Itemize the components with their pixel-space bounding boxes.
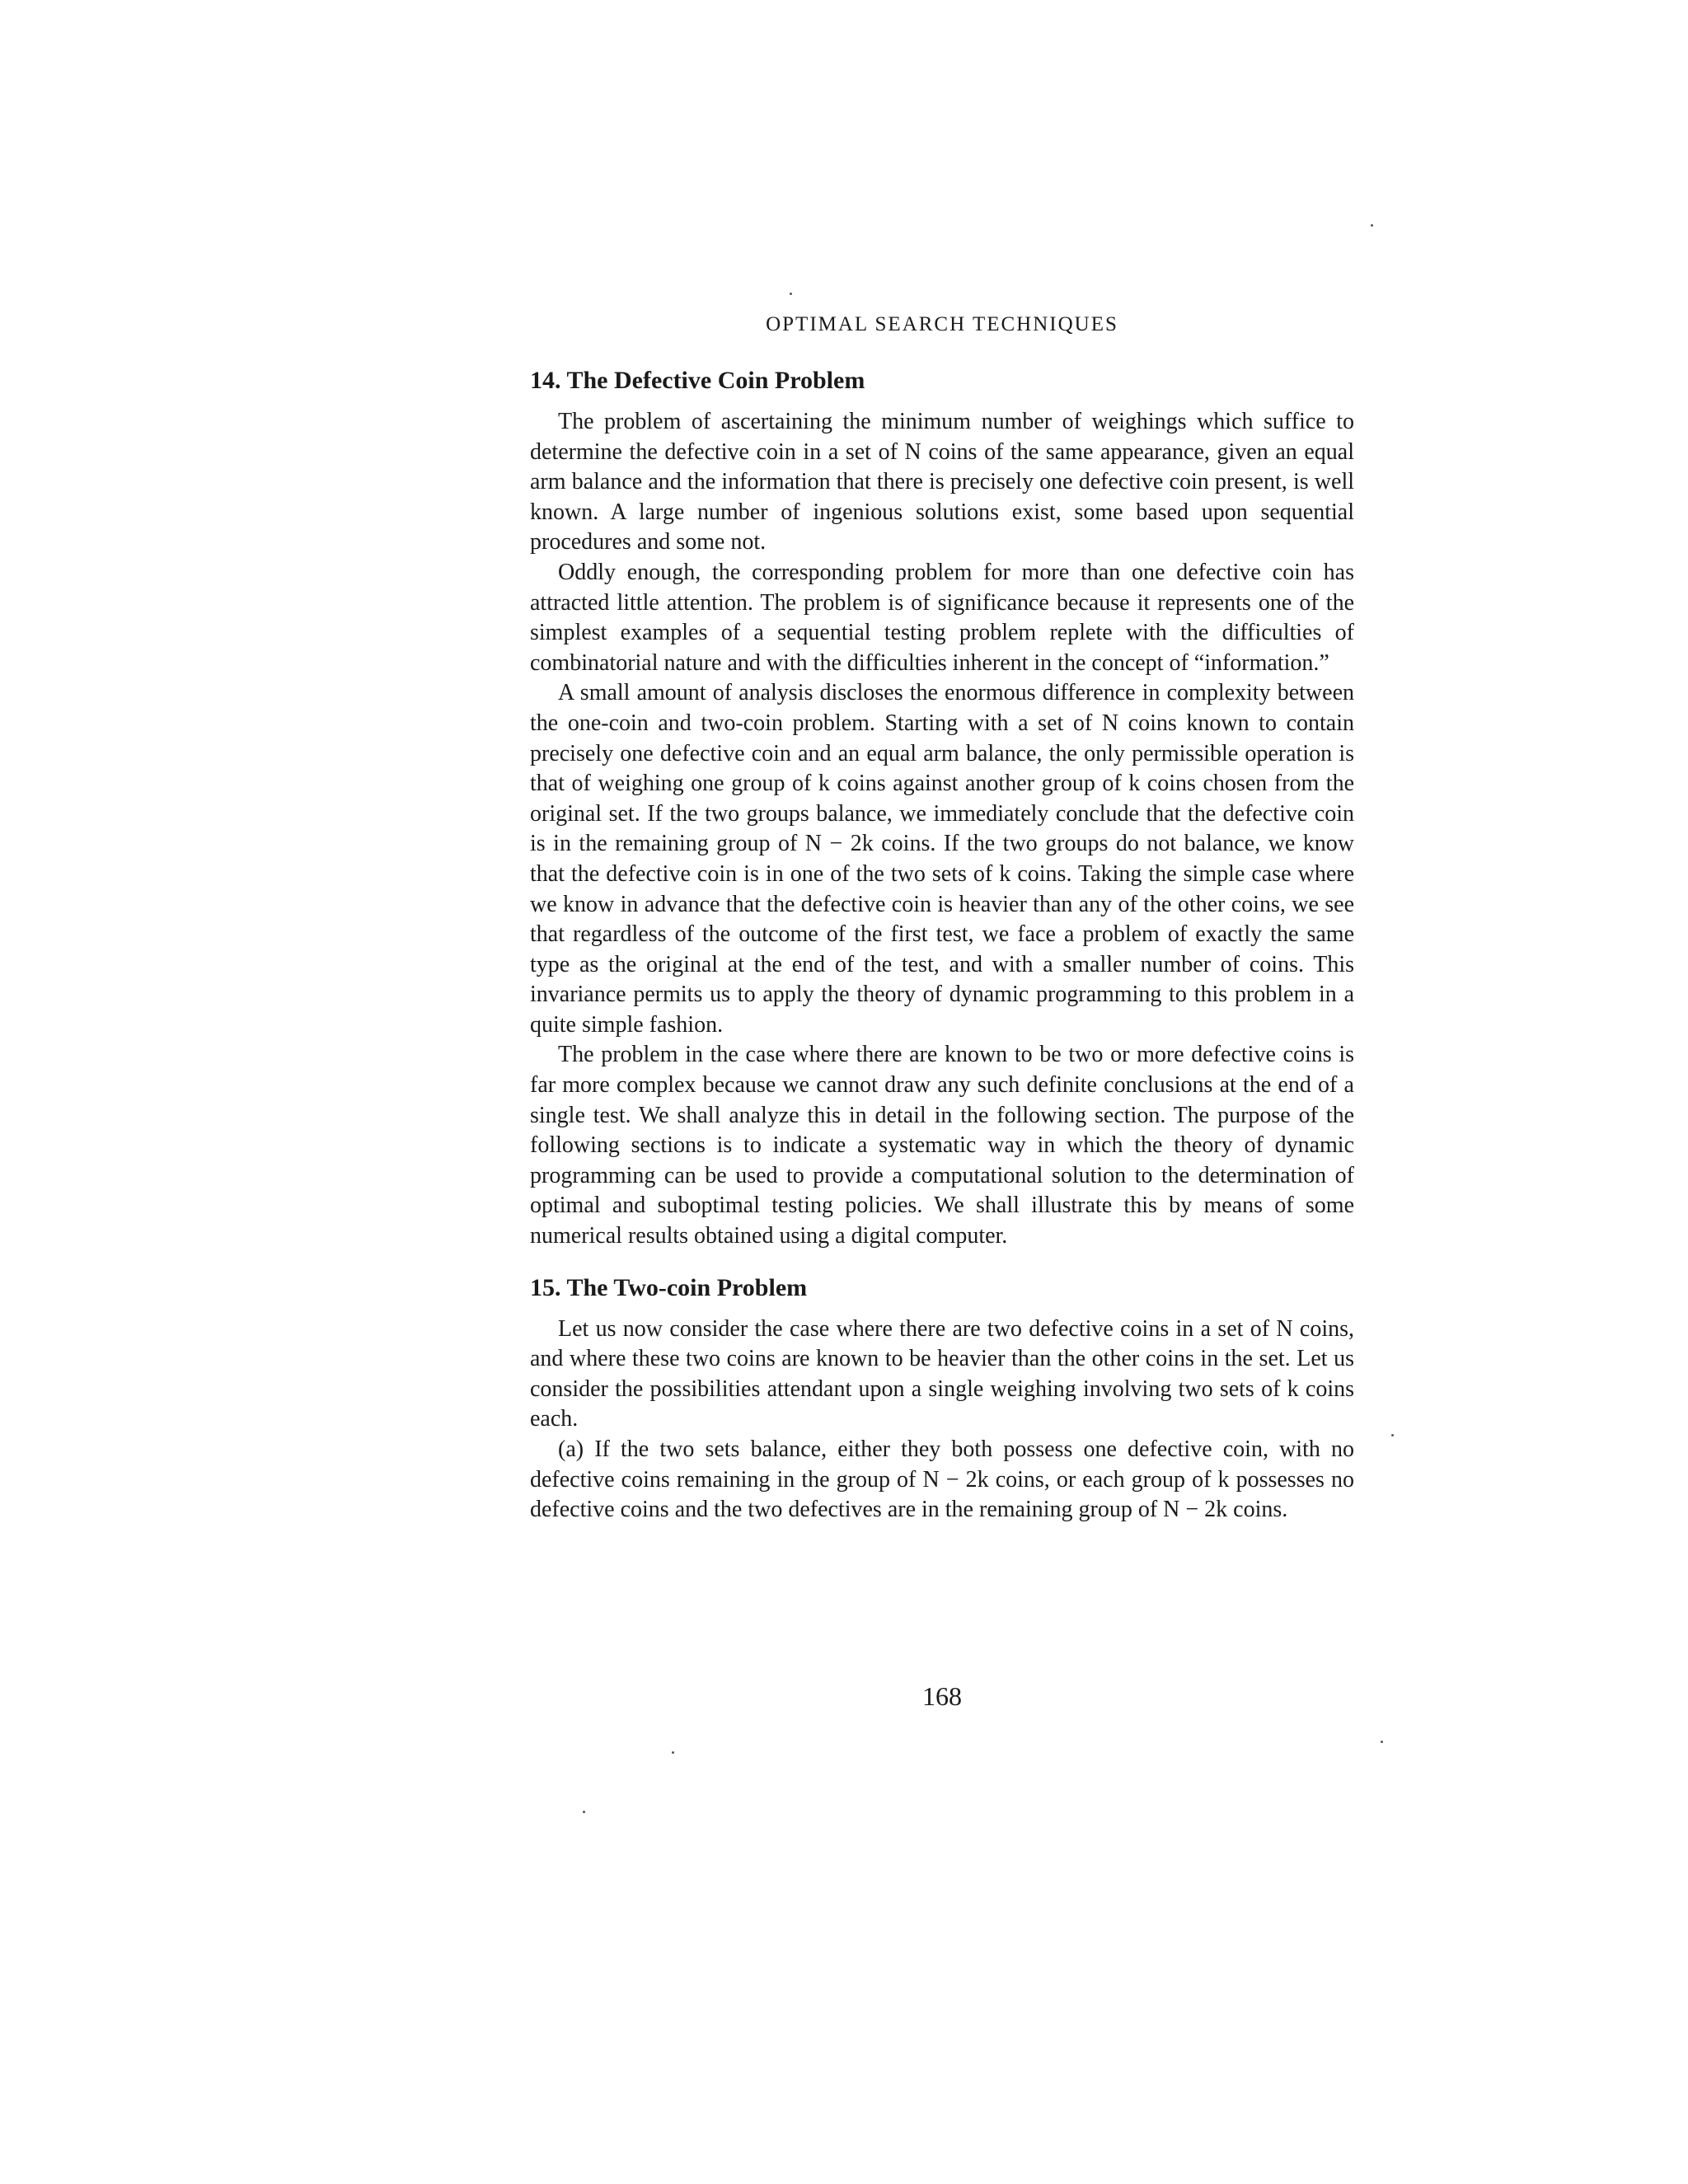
running-head: OPTIMAL SEARCH TECHNIQUES xyxy=(766,313,1118,335)
scan-speck xyxy=(583,1811,585,1813)
scan-speck xyxy=(1391,1434,1394,1436)
section-14-title: 14. The Defective Coin Problem xyxy=(530,367,865,394)
scan-speck xyxy=(790,293,792,295)
body-text xyxy=(530,363,1354,1526)
section-14-paragraph-4: The problem in the case where there are known to be two or more defective coins is far more complex because we cannot draw any such definite conclusions at the end of a single test. We shall analyze this in detail in the following section. The purpose of the following sections is to indicate a systematic way in which the theory of dynamic programming can be used to provide a computational solution to the determination of optimal and suboptimal testing policies. We shall illustrate this by means of some numerical results obtained using a digital computer. xyxy=(530,1042,1354,1249)
scan-speck xyxy=(1381,1741,1383,1743)
section-15-paragraph-2: (a) If the two sets balance, either they both possess one defective coin, with no defective coins remaining in the group of N − 2k coins, or each group of k possesses no defective coins and the two defectives are in the remaining group of N − 2k coins. xyxy=(530,1436,1354,1523)
section-14-paragraph-2: Oddly enough, the corresponding problem for more than one defective coin has attracted little attention. The problem is of significance because it represents one of the simplest examples of a sequential testing problem replete with the difficulties of combinatorial nature and with the difficulties inherent in the concept of “information.” xyxy=(530,559,1354,676)
scan-speck xyxy=(672,1751,674,1754)
page-number: 168 xyxy=(922,1681,962,1711)
section-14-paragraph-3: A small amount of analysis discloses the enormous difference in complexity between the one-coin and two-coin problem. Starting with a set of N coins known to contain precisely one defective coin and an equal arm balance, the only permissible operation is that of weighing one group of k coins against another group of k coins chosen from the original set. If the two groups balance, we immediately conclude that the defective coin is in the remaining group of N − 2k coins. If the two groups do not balance, we know that the defective coin is in one of the two sets of k coins. Taking the simple case where we know in advance that the defective coin is heavier than any of the other coins, we see that regardless of the outcome of the first test, we face a problem of exactly the same type as the original at the end of the test, and with a smaller number of coins. This invariance permits us to apply the theory of dynamic programming to this problem in a quite simple fashion. xyxy=(530,680,1354,1038)
section-15-paragraph-1: Let us now consider the case where there are two defective coins in a set of N coins, and where these two coins are known to be heavier than the other coins in the set. Let us consider the possibilities attendant upon a single weighing involving two sets of k coins each. xyxy=(530,1315,1354,1432)
section-15-title: 15. The Two-coin Problem xyxy=(530,1273,808,1301)
section-14-paragraph-1: The problem of ascertaining the minimum number of weighings which suffice to determine the defective coin in a set of N coins of the same appearance, given an equal arm balance and the information that there is precisely one defective coin present, is well known. A large number of ingenious solutions exist, some based upon sequential procedures and some not. xyxy=(530,409,1354,555)
scan-speck xyxy=(1371,224,1373,227)
section-gap xyxy=(530,1252,1354,1270)
